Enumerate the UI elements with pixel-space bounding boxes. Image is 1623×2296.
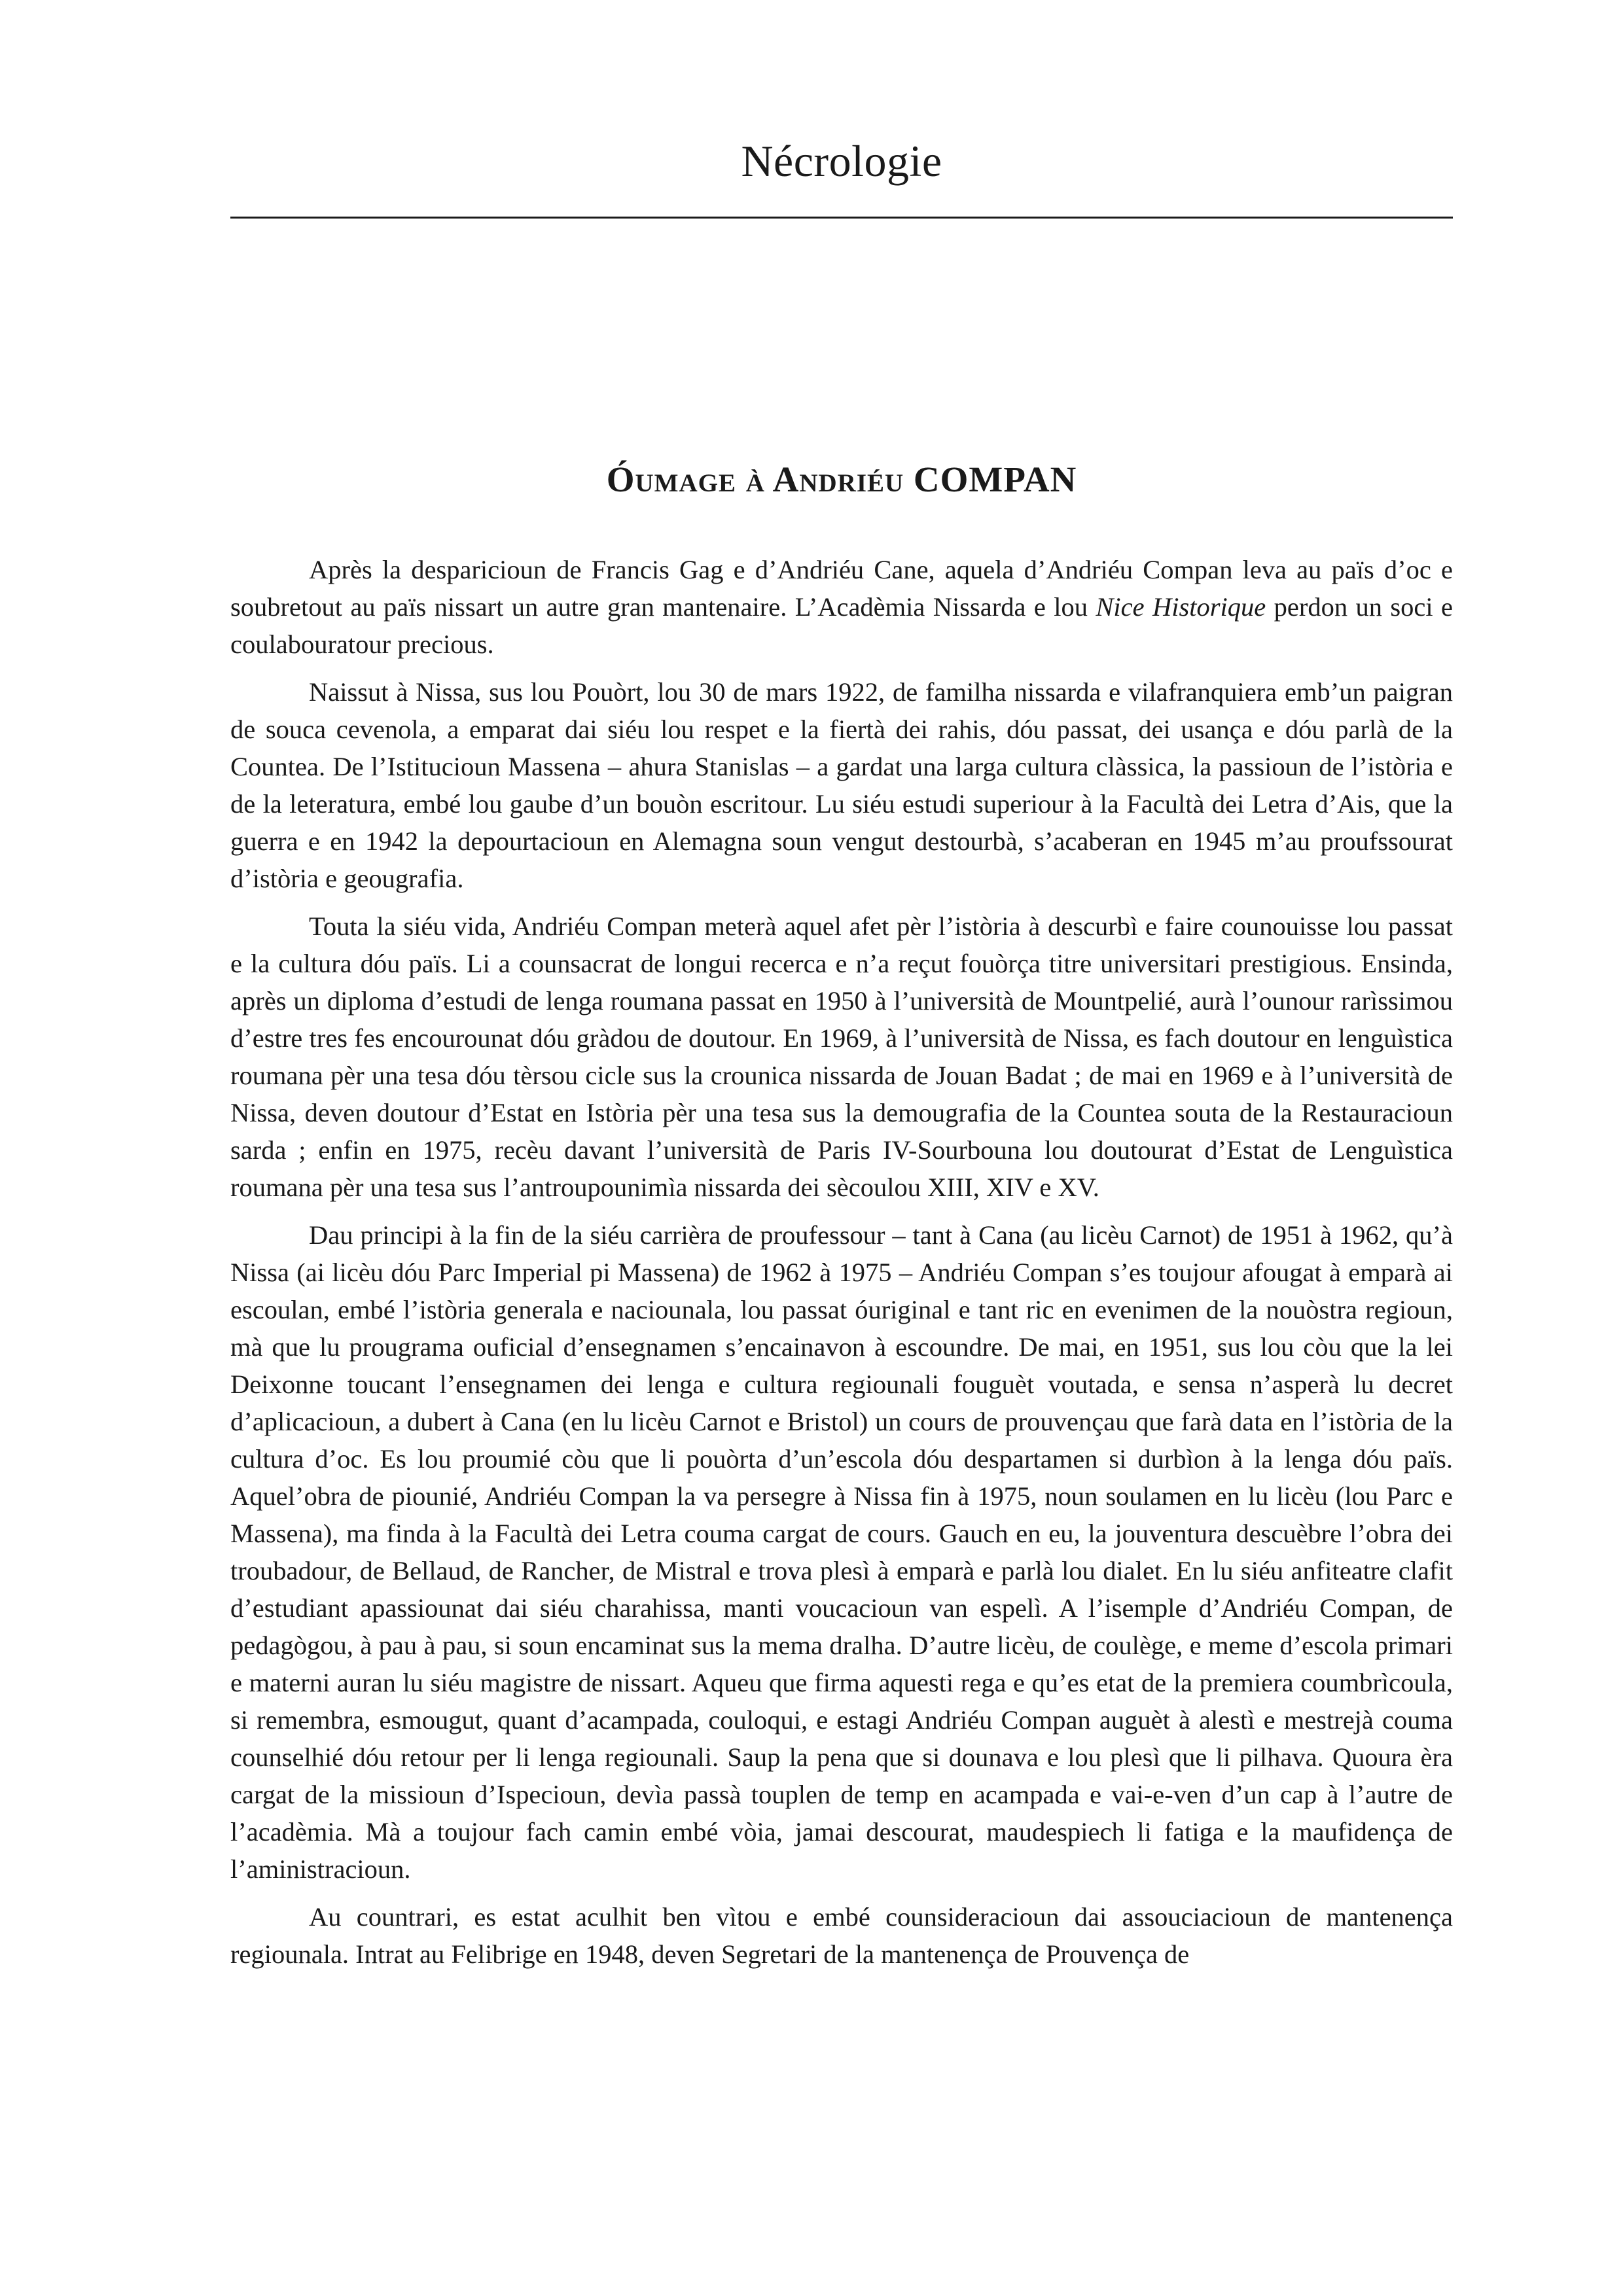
paragraph-4: Dau principi à la fin de la siéu carrièra de proufessour – tant à Cana (au licèu Carnot) de 1951 à 1962, qu’à Nissa (ai licèu dóu Parc Imperial pi Massena) de 1962 à 1975 – Andriéu Compan s’es toujour afougat à emparà ai escoulan, embé l’istòria generala e naciounala, lou passat óuriginal e tant ric en evenimen de la nouòstra regioun, mà que lu prougrama ouficial d’ensegnamen s’encainavon à escoundre. De mai, en 1951, sus lou còu que la lei Deixonne toucant l’ensegnamen dei lenga e cultura regiounali fouguèt voutada, e sensa n’asperà lu decret d’aplicacioun, a dubert à Cana (en lu licèu Carnot e Bristol) un cours de prouvençau que farà data en l’istòria de la cultura d’oc. Es lou proumié còu que li pouòrta d’un’escola dóu despartamen si durbìon à la lenga dóu païs. Aquel’obra de piounié, Andriéu Compan la va persegre à Nissa fin à 1975, noun soulamen en lu licèu (lou Parc e Massena), ma finda à la Facultà dei Letra couma cargat de cours. Gauch en eu, la jouventura descuèbre l’obra dei troubadour, de Bellaud, de Rancher, de Mistral e trova plesì à emparà e parlà lou dialet. En lu siéu anfiteatre clafit d’estudiant apassiounat dai siéu charahissa, manti voucacioun van espelì. A l’isemple d’Andriéu Compan, de pedagògou, à pau à pau, si soun encaminat sus la mema dralha. D’autre licèu, de coulège, e meme d’escola primari e materni auran lu siéu magistre de nissart. Aqueu que firma aquesti rega e qu’es etat de la premiera coumbrìcoula, si remembra, esmougut, quant d’acampada, couloqui, e estagi Andriéu Compan auguèt à alestì e mestrejà couma counselhié dóu retour per li lenga regiounali. Saup la pena que si dounava e lou plesì que li pilhava. Quoura èra cargat de la missioun d’Ispecioun, devìa passà touplen de temp en acampada e vai-e-ven d’un cap à l’autre de l’acadèmia. Mà a toujour fach camin embé vòia, jamai descourat, maudespiech li fatiga e la maufidença de l’aministracioun. [230,1220,1453,1884]
paragraph-1-text: Après la desparicioun de Francis Gag e d’Andriéu Cane, aquela d’Andriéu Compan leva au païs d’oc e soubretout au païs nissart un autre gran mantenaire. L’Acadèmia Nissarda e lou [230,555,1453,622]
journal-title-italic: Nice Historique [1096,592,1266,622]
running-head: Nécrologie [741,136,942,186]
paragraph-2: Naissut à Nissa, sus lou Pouòrt, lou 30 de mars 1922, de familha nissarda e vilafranquiera emb’un paigran de souca cevenola, a emparat dai siéu lou respet e la fiertà dei rahis, dóu passat, dei usança e dóu parlà de la Countea. De l’Istitucioun Massena – ahura Stanislas – a gardat una larga cultura clàssica, la passioun de l’istòria e de la leteratura, embé lou gaube d’un bouòn escritour. Lu siéu estudi superiour à la Facultà dei Letra d’Ais, que la guerra e en 1942 la depourtacioun en Alemagna soun vengut destourbà, s’acaberan en 1945 m’au proufssourat d’istòria e geougrafia. [230,677,1453,893]
paragraph-5: Au countrari, es estat aculhit ben vìtou e embé counsideracioun dai assouciacioun de mantenença regiounala. Intrat au Felibrige en 1948, deven Segretari de la mantenença de Prouvença de [230,1902,1453,1969]
paragraph-1-end: perdon un soci e coulabouratour precious. [230,592,1453,659]
article-body [230,551,1453,1983]
article-title: Óumage à Andriéu COMPAN [606,459,1077,499]
header-rule [230,217,1453,219]
paragraph-1 [230,551,1453,663]
paragraph-3: Touta la siéu vida, Andriéu Compan meterà aquel afet pèr l’istòria à descurbì e faire counouisse lou passat e la cultura dóu païs. Li a counsacrat de longui recerca e n’a reçut fouòrça titre universitari prestigious. Ensinda, après un diploma d’estudi de lenga roumana passat en 1950 à l’università de Mountpelié, aurà l’ounour rarìssimou d’estre tres fes encourounat dóu gràdou de doutour. En 1969, à l’università de Nissa, es fach doutour en lenguìstica roumana pèr una tesa dóu tèrsou cicle sus la crounica nissarda de Jouan Badat ; de mai en 1969 e à l’università de Nissa, deven doutour d’Estat en Istòria pèr una tesa sus la demougrafia de la Countea souta de la Restauracioun sarda ; enfin en 1975, recèu davant l’università de Paris IV-Sourbouna lou doutourat d’Estat de Lenguìstica roumana pèr una tesa sus l’antroupounimìa nissarda dei sècoulou XIII, XIV e XV. [230,911,1453,1202]
document-page [230,0,1453,2296]
